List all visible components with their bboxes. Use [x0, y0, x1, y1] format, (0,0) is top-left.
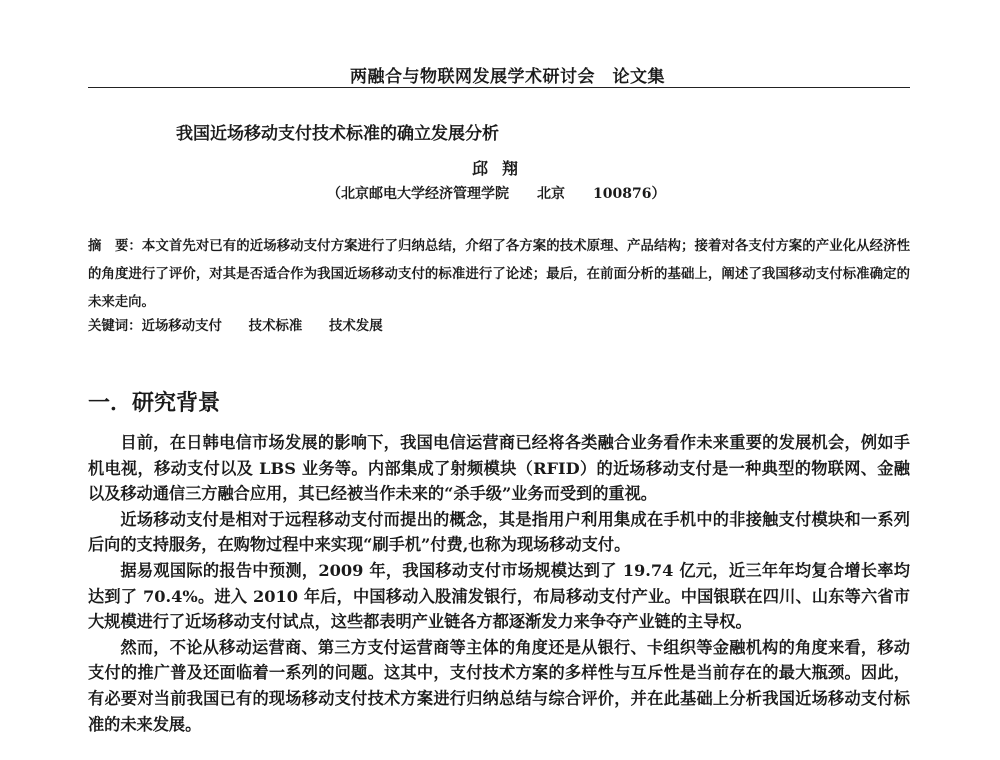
section-heading: 一．研究背景	[88, 390, 221, 416]
keywords-items: 近场移动支付 技术标准 技术发展	[141, 318, 383, 334]
keywords-label: 关键词：	[88, 318, 142, 334]
author-name: 邱翔	[472, 159, 533, 178]
keywords	[88, 315, 383, 334]
body-paragraph: 近场移动支付是相对于远程移动支付而提出的概念，其是指用户利用集成在手机中的非接触支付模块和一系列后向的支持服务，在购物过程中来实现“刷手机”付费,也称为现场移动支付。	[88, 509, 910, 555]
body-text	[88, 430, 910, 737]
header-text: 两融合与物联网发展学术研讨会 论文集	[350, 67, 665, 87]
author-affiliation: （北京邮电大学经济管理学院 北京 100876）	[327, 186, 666, 202]
paper-title: 我国近场移动支付技术标准的确立发展分析	[176, 124, 499, 144]
body-paragraph: 据易观国际的报告中预测，2009 年，我国移动支付市场规模达到了 19.74 亿元，近三年年均复合增长率均达到了 70.4%。进入 2010 年后，中国移动入股浦发银行，布局移动支付产业。中国银联在四川、山东等六省市大规模进行了近场移动支付试点，这些都表明产业链各方都逐渐发力来争夺产业链的主导权。	[88, 560, 910, 632]
body-paragraph: 目前，在日韩电信市场发展的影响下，我国电信运营商已经将各类融合业务看作未来重要的发展机会，例如手机电视，移动支付以及 LBS 业务等。内部集成了射频模块（RFID）的近场移动支付是一种典型的物联网、金融以及移动通信三方融合应用，其已经被当作未来的“杀手级”业务而受到的重视。	[88, 433, 910, 504]
abstract	[88, 232, 910, 316]
abstract-text: 本文首先对已有的近场移动支付方案进行了归纳总结，介绍了各方案的技术原理、产品结构；接着对各支付方案的产业化从经济性的角度进行了评价，对其是否适合作为我国近场移动支付的标准进行了论述；最后，在前面分析的基础上，阐述了我国移动支付标准确定的未来走向。	[88, 238, 911, 310]
abstract-label: 摘 要：	[88, 238, 142, 254]
body-paragraph: 然而，不论从移动运营商、第三方支付运营商等主体的角度还是从银行、卡组织等金融机构的角度来看，移动支付的推广普及还面临着一系列的问题。这其中，支付技术方案的多样性与互斥性是当前存在的最大瓶颈。因此，有必要对当前我国已有的现场移动支付技术方案进行归纳总结与综合评价，并在此基础上分析我国近场移动支付标准的未来发展。	[88, 637, 910, 734]
header-rule	[88, 87, 910, 88]
running-header	[88, 62, 910, 92]
